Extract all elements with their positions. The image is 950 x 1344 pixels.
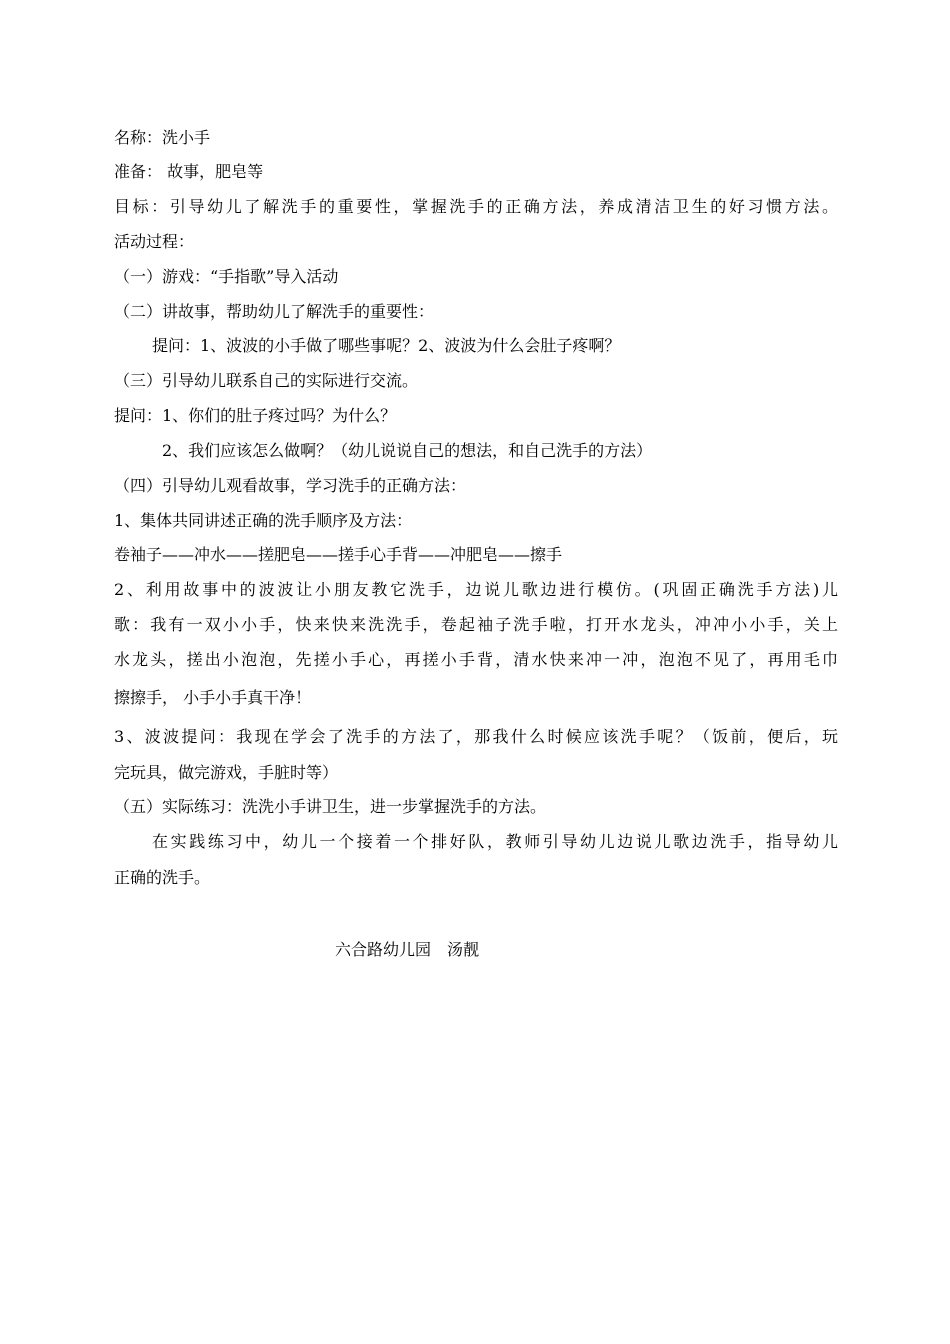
goal-line: 目标：引导幼儿了解洗手的重要性，掌握洗手的正确方法，养成清洁卫生的好习惯方法。 [114, 197, 838, 216]
practice-paragraph-line-2: 正确的洗手。 [114, 868, 211, 887]
nursery-rhyme-line-2: 水龙头，搓出小泡泡，先搓小手心，再搓小手背，清水快来冲一冲，泡泡不见了，再用毛巾 [114, 650, 838, 669]
step-three-question-two-line: 2、我们应该怎么做啊？（幼儿说说自己的想法，和自己洗手的方法） [162, 441, 653, 460]
step-three-line: （三）引导幼儿联系自己的实际进行交流。 [114, 371, 419, 390]
nursery-rhyme-line-1: 歌：我有一双小小手，快来快来洗洗手，卷起袖子洗手啦，打开水龙头，冲冲小小手，关上 [114, 615, 838, 634]
preparation-line: 准备： 故事，肥皂等 [114, 162, 264, 181]
step-two-question-line: 提问：1、波波的小手做了哪些事呢？2、波波为什么会肚子疼啊？ [152, 336, 621, 355]
step-four-item-three-line: 3、波波提问：我现在学会了洗手的方法了，那我什么时候应该洗手呢？（饭前，便后，玩 [114, 727, 838, 746]
process-heading: 活动过程： [114, 232, 195, 251]
step-four-item-one-line: 1、集体共同讲述正确的洗手顺序及方法： [114, 511, 413, 530]
step-two-line: （二）讲故事，帮助幼儿了解洗手的重要性： [114, 302, 435, 321]
activity-name-line: 名称：洗小手 [114, 128, 211, 147]
step-four-item-two-line: 2、利用故事中的波波让小朋友教它洗手，边说儿歌边进行模仿。(巩固正确洗手方法)儿 [114, 580, 838, 599]
step-one-line: （一）游戏：“手指歌”导入活动 [114, 267, 339, 286]
handwashing-sequence-line: 卷袖子——冲水——搓肥皂——搓手心手背——冲肥皂——擦手 [114, 545, 563, 564]
step-four-line: （四）引导幼儿观看故事，学习洗手的正确方法： [114, 476, 467, 495]
practice-paragraph-line-1: 在实践练习中，幼儿一个接着一个排好队，教师引导幼儿边说儿歌边洗手，指导幼儿 [152, 832, 838, 851]
step-four-item-three-cont-line: 完玩具，做完游戏，手脏时等） [114, 763, 339, 782]
step-three-question-line: 提问：1、你们的肚子疼过吗？为什么？ [114, 406, 397, 425]
nursery-rhyme-line-3: 擦擦手， 小手小手真干净！ [114, 688, 312, 707]
author-signature: 六合路幼儿园 汤靓 [335, 940, 480, 959]
step-five-line: （五）实际练习：洗洗小手讲卫生，进一步掌握洗手的方法。 [114, 797, 547, 816]
